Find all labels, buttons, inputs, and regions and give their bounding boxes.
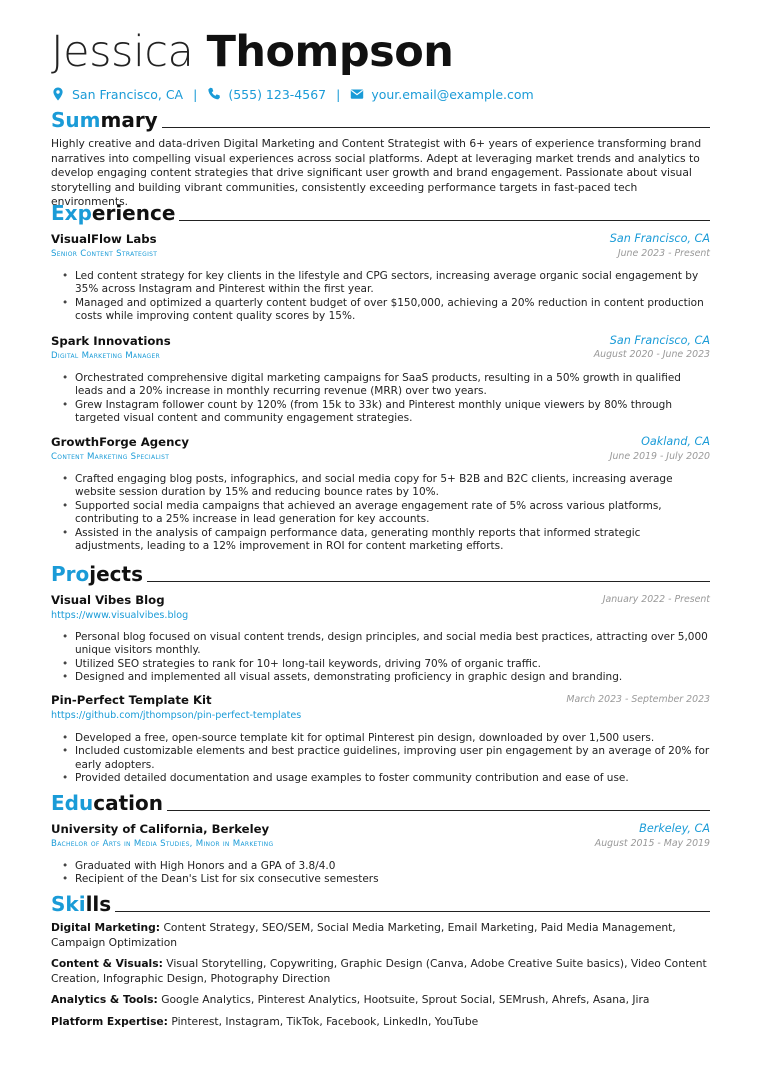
list-item: • Supported social media campaigns that achieved an average engagement rate of 5% across various platforms, contributing to a 25% increase in lead generation for key accounts. (51, 500, 710, 527)
section-title: Projects (51, 562, 144, 586)
section-rule (167, 810, 710, 811)
section-title: Experience (51, 201, 176, 225)
projects-section-header (51, 563, 710, 585)
project-bullets (51, 732, 710, 786)
skill-row (51, 1015, 710, 1030)
contact-line (51, 85, 534, 103)
job-entry-header (51, 334, 710, 349)
job-title: Digital Marketing Manager (51, 351, 161, 361)
job-location: Oakland, CA (641, 435, 710, 448)
phone-text: (555) 123-4567 (228, 86, 327, 102)
project-name: Visual Vibes Blog (51, 593, 165, 607)
last-name: Thompson (206, 27, 454, 77)
project-dates: March 2023 - September 2023 (566, 694, 710, 705)
job-title: Content Marketing Specialist (51, 452, 170, 462)
education-bullets (51, 860, 710, 887)
project-bullets (51, 631, 710, 685)
skill-label: Digital Marketing: (51, 921, 161, 934)
section-rule (179, 220, 710, 221)
school-location: Berkeley, CA (639, 822, 710, 835)
list-item: • Personal blog focused on visual content trends, design principles, and social media best practices, attracting over 5,000 unique visitors monthly. (51, 631, 710, 658)
job-entry-header (51, 232, 710, 247)
job-dates: August 2020 - June 2023 (593, 349, 710, 360)
project-url-link[interactable]: https://www.visualvibes.blog (51, 610, 189, 621)
list-item: • Developed a free, open-source template kit for optimal Pinterest pin design, downloaded by over 1,500 users. (51, 732, 710, 745)
list-item: • Assisted in the analysis of campaign performance data, generating monthly reports that informed strategic adjustments, leading to a 12% improvement in ROI for content marketing efforts. (51, 527, 710, 554)
summary-section-header (51, 109, 710, 131)
first-name: Jessica (51, 27, 194, 77)
job-entry-header (51, 435, 710, 450)
list-item: • Recipient of the Dean's List for six consecutive semesters (51, 873, 710, 886)
section-title: Education (51, 791, 163, 815)
skill-label: Analytics & Tools: (51, 993, 158, 1006)
job-location: San Francisco, CA (609, 334, 710, 347)
skill-value: Content Strategy, SEO/SEM, Social Media Marketing, Email Marketing, Paid Media Management, Campaign Optimization (51, 921, 676, 949)
envelope-icon (350, 87, 364, 101)
location-pin-icon (51, 87, 65, 101)
list-item: • Crafted engaging blog posts, infographics, and social media copy for 5+ B2B and B2C clients, increasing average website session duration by 15% and reducing bounce rates by 10%. (51, 473, 710, 500)
job-dates: June 2023 - Present (617, 248, 710, 259)
experience-section-header (51, 202, 710, 224)
list-item: • Provided detailed documentation and usage examples to foster community contribution and ease of use. (51, 772, 710, 785)
project-dates: January 2022 - Present (602, 594, 710, 605)
skills-section-header (51, 893, 710, 915)
location-text: San Francisco, CA (72, 86, 184, 102)
education-dates: August 2015 - May 2019 (594, 838, 710, 849)
job-bullets (51, 372, 710, 426)
project-entry-header (51, 593, 710, 608)
skill-row (51, 957, 710, 986)
company-name: Spark Innovations (51, 334, 171, 348)
job-title: Senior Content Strategist (51, 249, 158, 259)
section-rule (162, 127, 710, 128)
list-item: • Included customizable elements and best practice guidelines, improving user pin engagement by an average of 20% for early adopters. (51, 745, 710, 772)
skill-value: Visual Storytelling, Copywriting, Graphic Design (Canva, Adobe Creative Suite basics), Video Content Creation, Infographic Design, Photography Direction (51, 957, 707, 985)
list-item: • Designed and implemented all visual assets, demonstrating proficiency in graphic design and branding. (51, 671, 710, 684)
education-entry-header (51, 822, 710, 837)
summary-text: Highly creative and data-driven Digital Marketing and Content Strategist with 6+ years of experience transforming brand narratives into compelling visual experiences across social platforms. Adept at leveraging market trends and analytics to develop engaging content strategies that drive significant user growth and brand engagement. Passionate about visual storytelling and building vibrant communities, consistently exceeding performance targets in fast-paced tech environments. (51, 137, 702, 208)
project-url-link[interactable]: https://github.com/jthompson/pin-perfect-templates (51, 710, 302, 721)
job-bullets (51, 270, 710, 324)
contact-separator: | (193, 86, 198, 102)
list-item: • Orchestrated comprehensive digital marketing campaigns for SaaS products, resulting in a 50% growth in qualified leads and a 20% increase in monthly recurring revenue (MRR) over two years. (51, 372, 710, 399)
project-name: Pin-Perfect Template Kit (51, 693, 212, 707)
section-title: Summary (51, 108, 158, 132)
list-item: • Graduated with High Honors and a GPA of 3.8/4.0 (51, 860, 710, 873)
job-dates: June 2019 - July 2020 (609, 451, 710, 462)
list-item: • Grew Instagram follower count by 120% (from 15k to 33k) and Pinterest monthly unique viewers by 80% through targeted visual content and community engagement strategies. (51, 399, 710, 426)
job-bullets (51, 473, 710, 553)
email-link[interactable]: your.email@example.com (371, 86, 534, 102)
skill-value: Google Analytics, Pinterest Analytics, Hootsuite, Sprout Social, SEMrush, Ahrefs, Asana, Jira (161, 993, 650, 1006)
education-section-header (51, 792, 710, 814)
skill-value: Pinterest, Instagram, TikTok, Facebook, LinkedIn, YouTube (171, 1015, 479, 1028)
skill-row (51, 993, 710, 1008)
degree: Bachelor of Arts in Media Studies, Minor in Marketing (51, 839, 274, 849)
section-rule (147, 581, 710, 582)
job-location: San Francisco, CA (609, 232, 710, 245)
candidate-name (51, 26, 453, 78)
school-name: University of California, Berkeley (51, 822, 270, 836)
contact-separator: | (336, 86, 341, 102)
company-name: VisualFlow Labs (51, 232, 157, 246)
company-name: GrowthForge Agency (51, 435, 189, 449)
phone-icon (207, 87, 221, 101)
skill-label: Platform Expertise: (51, 1015, 168, 1028)
section-title: Skills (51, 892, 112, 916)
section-rule (115, 911, 710, 912)
list-item: • Utilized SEO strategies to rank for 10+ long-tail keywords, driving 70% of organic traffic. (51, 658, 710, 671)
skill-label: Content & Visuals: (51, 957, 163, 970)
list-item: • Led content strategy for key clients in the lifestyle and CPG sectors, increasing average organic social engagement by 35% across Instagram and Pinterest within the first year. (51, 270, 710, 297)
project-entry-header (51, 693, 710, 708)
list-item: • Managed and optimized a quarterly content budget of over $150,000, achieving a 20% reduction in content production costs while improving content quality scores by 15%. (51, 297, 710, 324)
skill-row (51, 921, 710, 950)
